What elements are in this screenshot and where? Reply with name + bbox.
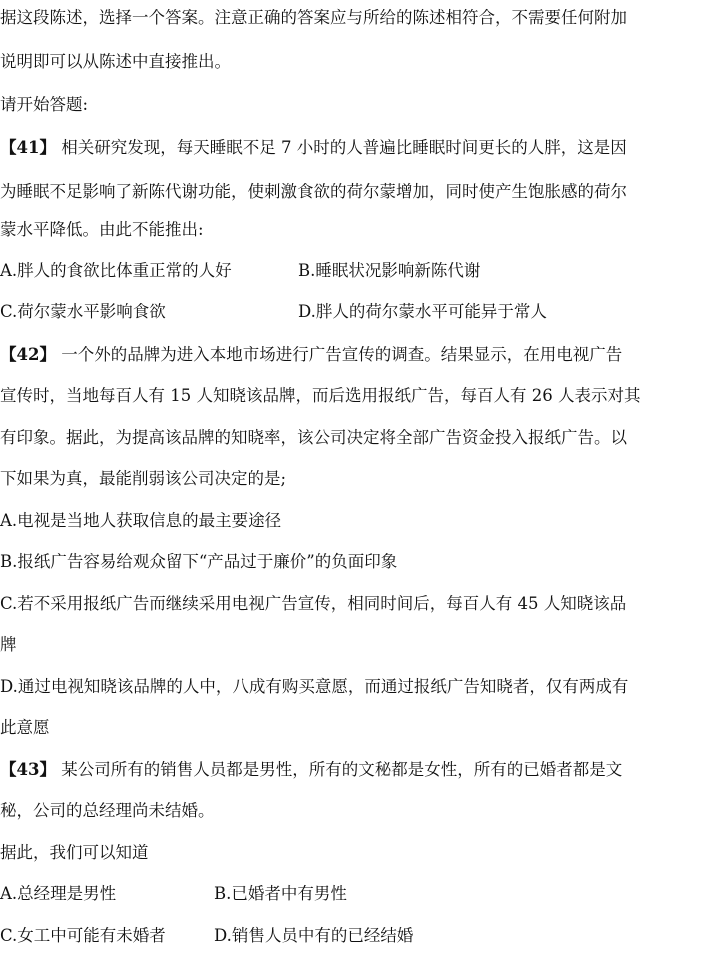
q43-stem-line-1	[0, 758, 703, 782]
q41-option-d: D.胖人的荷尔蒙水平可能异于常人	[298, 302, 547, 321]
q42-option-d-line-1: D.通过电视知晓该品牌的人中，八成有购买意愿，而通过报纸广告知晓者，仅有两成有	[0, 677, 629, 696]
q42-stem-line-2: 宣传时，当地每百人有 15 人知晓该品牌，而后选用报纸广告，每百人有 26 人表示对其	[0, 386, 641, 405]
start-prompt: 请开始答题:	[0, 95, 89, 114]
q41-options-row-2	[0, 300, 703, 324]
q41-number: 【41】	[0, 138, 56, 157]
q43-stem-text-1: 某公司所有的销售人员都是男性，所有的文秘都是女性，所有的已婚者都是文	[61, 760, 623, 779]
q42-stem-line-1	[0, 343, 703, 367]
q43-options-row-2	[0, 924, 703, 948]
q42-option-c-line-1: C.若不采用报纸广告而继续采用电视广告宣传，相同时间后，每百人有 45 人知晓该品	[0, 594, 627, 613]
q42-option-d-line-2: 此意愿	[0, 718, 50, 737]
q41-option-a: A.胖人的食欲比体重正常的人好	[0, 261, 232, 280]
q42-stem-text-1: 一个外的品牌为进入本地市场进行广告宣传的调查。结果显示，在用电视广告	[61, 345, 623, 364]
q41-option-b: B.睡眠状况影响新陈代谢	[298, 261, 481, 280]
q41-stem-text-1: 相关研究发现，每天睡眠不足 7 小时的人普遍比睡眠时间更长的人胖，这是因	[61, 138, 627, 157]
q41-options-row-1	[0, 259, 703, 283]
q43-lead: 据此，我们可以知道	[0, 843, 149, 862]
q42-stem-line-4: 下如果为真，最能削弱该公司决定的是;	[0, 469, 287, 488]
intro-line-2: 说明即可以从陈述中直接推出。	[0, 52, 231, 71]
q43-number: 【43】	[0, 760, 56, 779]
q43-option-a: A.总经理是男性	[0, 884, 117, 903]
intro-line-1: 据这段陈述，选择一个答案。注意正确的答案应与所给的陈述相符合，不需要任何附加	[0, 8, 627, 27]
q43-option-d: D.销售人员中有的已经结婚	[214, 926, 414, 945]
q42-number: 【42】	[0, 345, 56, 364]
q42-option-c-line-2: 牌	[0, 635, 17, 654]
q43-options-row-1	[0, 882, 703, 906]
q42-option-b: B.报纸广告容易给观众留下“产品过于廉价”的负面印象	[0, 552, 398, 571]
q42-option-a: A.电视是当地人获取信息的最主要途径	[0, 511, 282, 530]
q41-stem-line-1	[0, 136, 703, 160]
q41-stem-line-2: 为睡眠不足影响了新陈代谢功能，使刺激食欲的荷尔蒙增加，同时使产生饱胀感的荷尔	[0, 182, 627, 201]
q41-stem-line-3: 蒙水平降低。由此不能推出:	[0, 220, 204, 239]
q42-stem-line-3: 有印象。据此，为提高该品牌的知晓率，该公司决定将全部广告资金投入报纸广告。以	[0, 428, 627, 447]
q41-option-c: C.荷尔蒙水平影响食欲	[0, 302, 166, 321]
q43-stem-line-2: 秘，公司的总经理尚未结婚。	[0, 801, 215, 820]
q43-option-c: C.女工中可能有未婚者	[0, 926, 166, 945]
q43-option-b: B.已婚者中有男性	[214, 884, 347, 903]
